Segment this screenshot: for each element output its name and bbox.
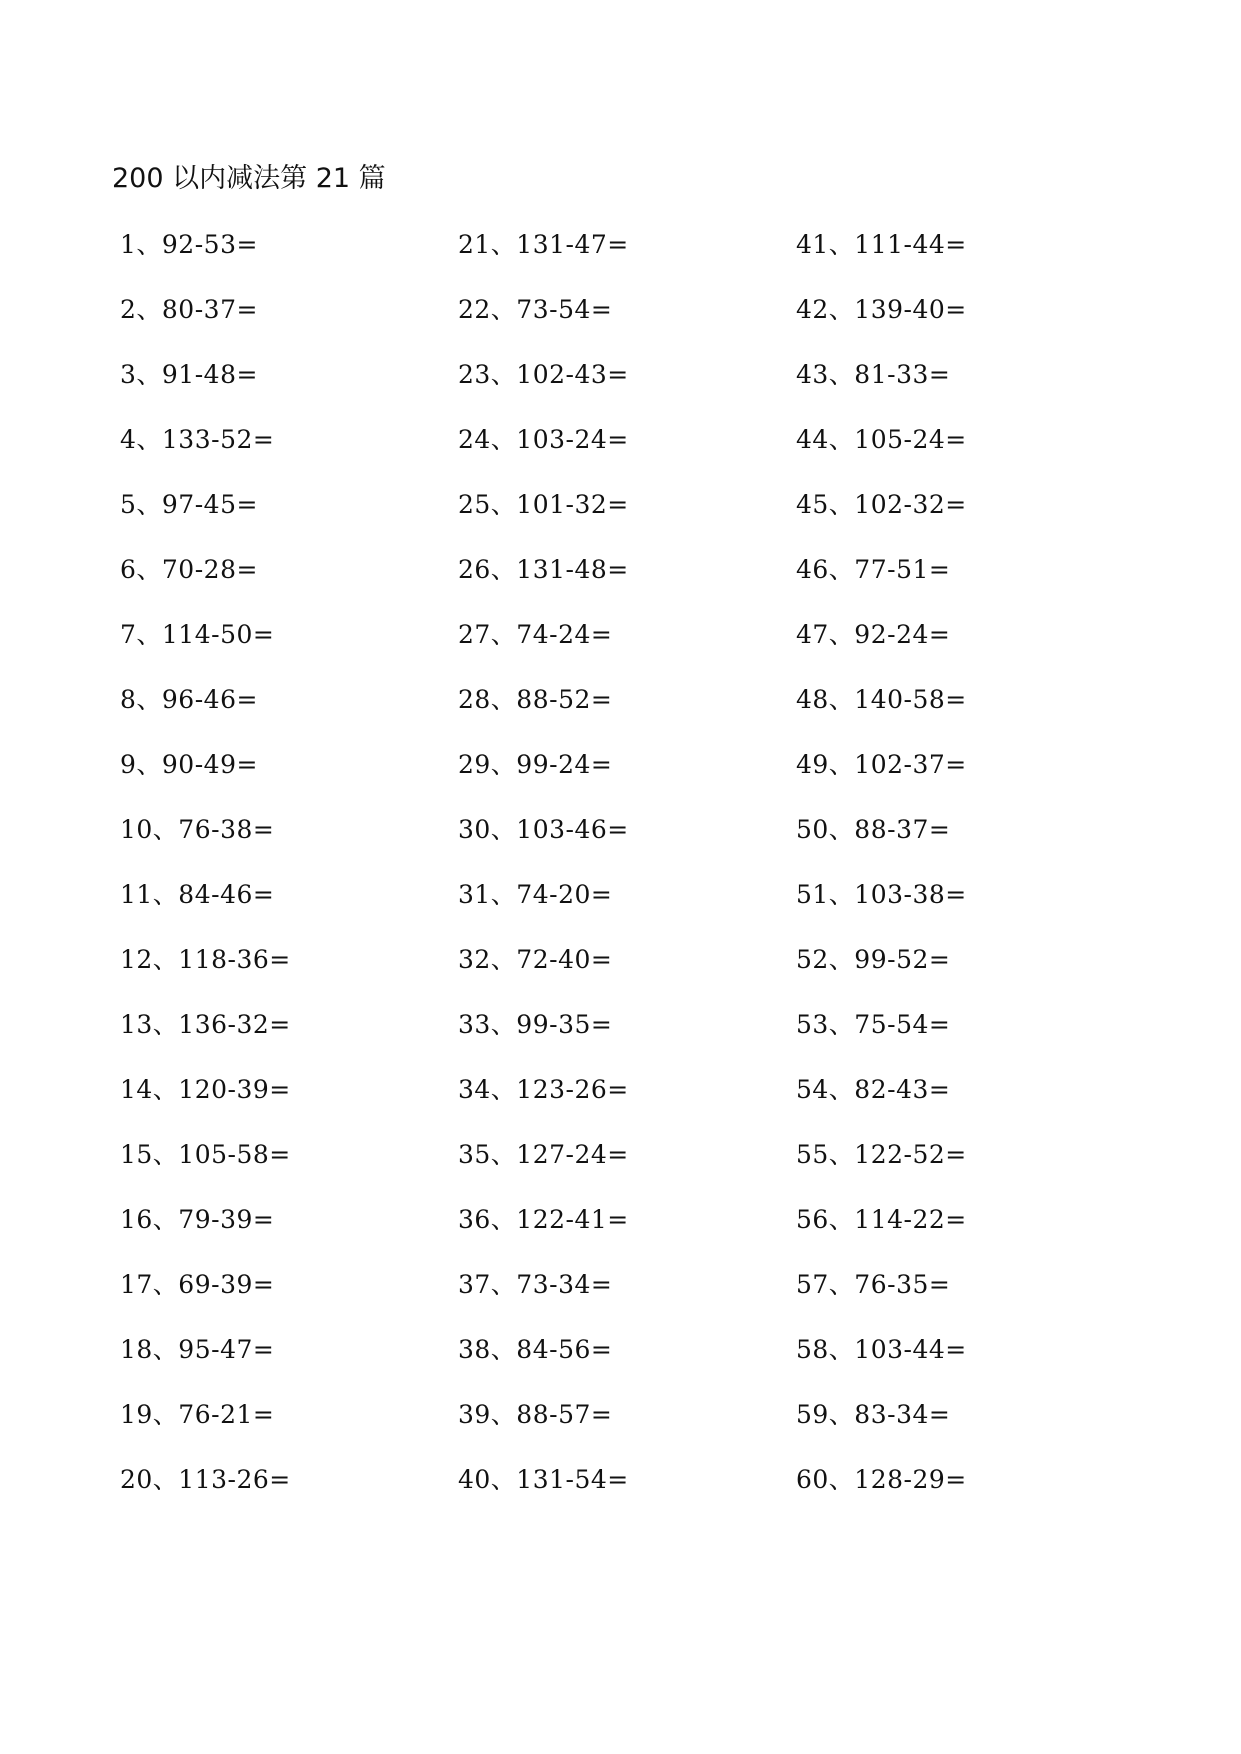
problem-item: 39、88-57= [458,1400,613,1429]
problem-item: 53、75-54= [796,1010,951,1039]
problem-column-3 [796,226,1096,1526]
problem-item: 56、114-22= [796,1205,967,1234]
problem-item: 4、133-52= [120,425,275,454]
problem-item: 47、92-24= [796,620,951,649]
problem-item: 23、102-43= [458,360,629,389]
problem-item: 49、102-37= [796,750,967,779]
problem-item: 46、77-51= [796,555,951,584]
problem-item: 2、80-37= [120,295,258,324]
problem-item: 7、114-50= [120,620,275,649]
problem-item: 57、76-35= [796,1270,951,1299]
problem-item: 42、139-40= [796,295,967,324]
problem-item: 32、72-40= [458,945,613,974]
problem-item: 52、99-52= [796,945,951,974]
problem-item: 6、70-28= [120,555,258,584]
problem-item: 38、84-56= [458,1335,613,1364]
problem-item: 3、91-48= [120,360,258,389]
problem-item: 25、101-32= [458,490,629,519]
problem-item: 24、103-24= [458,425,629,454]
problem-item: 44、105-24= [796,425,967,454]
problem-item: 9、90-49= [120,750,258,779]
problem-item: 40、131-54= [458,1465,629,1494]
problem-item: 8、96-46= [120,685,258,714]
worksheet-title: 200 以内减法第 21 篇 [112,163,386,194]
problem-item: 58、103-44= [796,1335,967,1364]
problem-item: 59、83-34= [796,1400,951,1429]
problem-item: 22、73-54= [458,295,613,324]
problem-item: 20、113-26= [120,1465,291,1494]
problem-item: 34、123-26= [458,1075,629,1104]
problem-item: 51、103-38= [796,880,967,909]
problem-item: 33、99-35= [458,1010,613,1039]
problem-item: 50、88-37= [796,815,951,844]
problem-item: 30、103-46= [458,815,629,844]
problem-column-2 [458,226,796,1526]
problem-item: 60、128-29= [796,1465,967,1494]
problem-item: 28、88-52= [458,685,613,714]
problem-item: 18、95-47= [120,1335,275,1364]
problem-item: 48、140-58= [796,685,967,714]
problem-item: 41、111-44= [796,230,967,259]
problem-item: 12、118-36= [120,945,291,974]
problem-item: 55、122-52= [796,1140,967,1169]
problem-item: 17、69-39= [120,1270,275,1299]
problem-item: 45、102-32= [796,490,967,519]
problem-item: 19、76-21= [120,1400,275,1429]
problem-item: 5、97-45= [120,490,258,519]
problem-item: 14、120-39= [120,1075,291,1104]
problem-item: 36、122-41= [458,1205,629,1234]
problem-grid [120,226,1120,1526]
problem-item: 21、131-47= [458,230,629,259]
problem-item: 37、73-34= [458,1270,613,1299]
problem-item: 43、81-33= [796,360,951,389]
problem-item: 54、82-43= [796,1075,951,1104]
problem-item: 10、76-38= [120,815,275,844]
problem-item: 29、99-24= [458,750,613,779]
problem-item: 31、74-20= [458,880,613,909]
problem-column-1 [120,226,458,1526]
problem-item: 26、131-48= [458,555,629,584]
problem-item: 13、136-32= [120,1010,291,1039]
problem-item: 1、92-53= [120,230,258,259]
problem-item: 11、84-46= [120,880,275,909]
problem-item: 15、105-58= [120,1140,291,1169]
problem-item: 16、79-39= [120,1205,275,1234]
problem-item: 27、74-24= [458,620,613,649]
problem-item: 35、127-24= [458,1140,629,1169]
